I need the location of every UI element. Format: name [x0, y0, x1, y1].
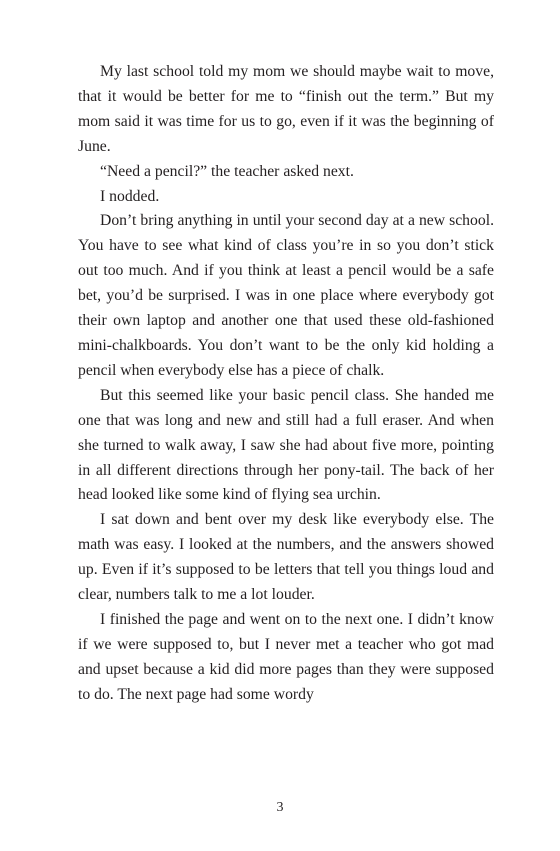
paragraph-4: Don’t bring anything in until your second day at a new school. You have to see what kind of class you’re in so you don’t stick out too much. And if you think at least a pencil would be a safe bet, you’d be surprised. I was in one place where everybody got their own laptop and another one that used these old-fashioned mini-chalkboards. You don’t want to be the only kid holding a pencil when everybody else has a piece of chalk.: [78, 212, 494, 379]
paragraph-6: I sat down and bent over my desk like everybody else. The math was easy. I looked at the numbers, and the answers showed up. Even if it’s supposed to be letters that tell you things loud and clear, numbers talk to me a lot louder.: [78, 511, 494, 604]
paragraph-1: My last school told my mom we should maybe wait to move, that it would be better for me to “finish out the term.” But my mom said it was time for us to go, even if it was the beginning of June.: [78, 63, 494, 155]
page-number: 3: [276, 800, 284, 815]
paragraph-2: “Need a pencil?” the teacher asked next.: [100, 162, 354, 180]
paragraph-7: I finished the page and went on to the next one. I didn’t know if we were supposed to, but I never met a teacher who got mad and upset because a kid did more pages than they were supposed to do. The next page had some wordy: [78, 610, 494, 703]
book-page-text: [78, 60, 494, 708]
paragraph-5: But this seemed like your basic pencil class. She handed me one that was long and new and still had a full eraser. And when she turned to walk away, I saw she had about five more, pointing in all different directions through her pony-tail. The back of her head looked like some kind of flying sea urchin.: [78, 386, 494, 504]
paragraph-3: I nodded.: [100, 187, 160, 205]
